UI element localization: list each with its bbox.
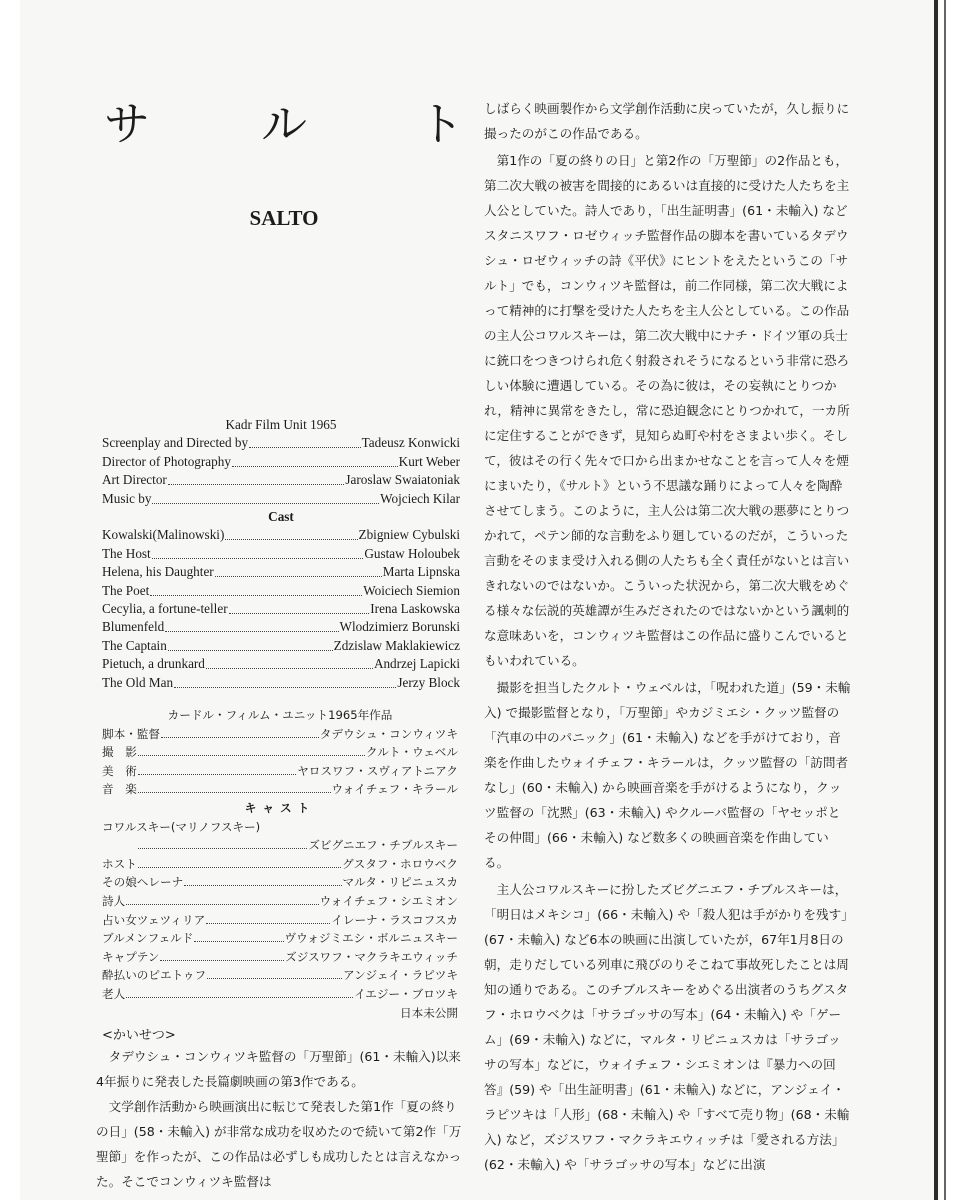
cast-name-jp: ズビグニエフ・チブルスキー — [308, 838, 458, 853]
credit-name-jp: ウォイチェフ・キラール — [331, 782, 458, 797]
cast-row-jp — [102, 892, 458, 911]
cast-row-jp — [102, 873, 458, 892]
credit-role-jp: 脚本・監督 — [102, 726, 160, 741]
cast-role-jp: ブルメンフェルド — [102, 931, 194, 946]
leader-dots — [225, 526, 357, 540]
cast-heading-jp: キャスト — [244, 800, 316, 815]
cast-row-jp — [102, 948, 458, 967]
left-column-text — [96, 1044, 462, 1194]
title-japanese — [104, 88, 464, 154]
cast-role: Pietuch, a drunkard — [102, 656, 205, 672]
leader-dots — [215, 563, 382, 577]
cast-row-jp — [102, 985, 458, 1004]
cast-row — [102, 545, 460, 563]
cast-name: Andrzej Lapicki — [373, 656, 460, 672]
cast-row — [102, 674, 460, 692]
credit-row — [102, 471, 460, 489]
leader-dots — [232, 453, 398, 467]
leader-dots — [174, 674, 396, 688]
credit-role: Art Director — [102, 472, 167, 488]
cast-role-jp: 占い女ツェツィリア — [102, 912, 206, 927]
credit-role-jp: 撮 影 — [102, 745, 137, 760]
cast-row-jp — [102, 836, 458, 855]
cast-heading: Cast — [268, 509, 294, 525]
leader-dots — [138, 855, 341, 868]
cast-role: Helena, his Daughter — [102, 564, 214, 580]
cast-row-jp — [102, 966, 458, 985]
page-edge-inner — [944, 0, 946, 1200]
cast-name: Gustaw Holoubek — [364, 545, 460, 561]
cast-role: The Captain — [102, 637, 167, 653]
leader-dots — [138, 780, 331, 793]
leader-dots — [138, 836, 308, 849]
leader-dots — [160, 948, 284, 961]
cast-row — [102, 637, 460, 655]
title-char: ル — [261, 97, 307, 151]
credit-role: Music by — [102, 490, 152, 506]
cast-role-jp: ホスト — [102, 856, 137, 871]
cast-role: The Old Man — [102, 674, 174, 690]
cast-role: The Poet — [102, 582, 150, 598]
leader-dots — [126, 892, 318, 905]
credit-row — [102, 434, 460, 452]
leader-dots — [138, 743, 365, 756]
leader-dots — [206, 655, 373, 669]
leader-dots — [206, 911, 330, 924]
credit-row-jp — [102, 725, 458, 744]
body-paragraph: 撮影を担当したクルト・ウェベルは，「呪われた道」(59・未輸入) で撮影監督となり，「万聖節」やカジミエシ・クッツ監督の「汽車の中のパニック」(61・未輸入) などを手がけており，音楽を作曲したウォイチェフ・キラールは，クッツ監督の「訪問者なし」(60・未輸入) から映画音楽を手がけるようになり，クッツ監督の「沈黙」(63・未輸入) やクルーバ監督の「ヤセッポとその仲間」(66・未輸入) など数多くの映画音楽を作曲している。 — [484, 680, 851, 870]
cast-name: Zdzislaw Maklakiewicz — [333, 637, 460, 653]
leader-dots — [152, 545, 364, 559]
leader-dots — [150, 582, 362, 596]
title-english: SALTO — [249, 206, 319, 230]
leader-dots — [194, 929, 283, 942]
cast-name-jp: ウォイチェフ・シエミオン — [319, 893, 458, 908]
cast-name-jp: イレーナ・ラスコフスカ — [331, 912, 458, 927]
cast-row — [102, 618, 460, 636]
studio-line: Kadr Film Unit 1965 — [225, 417, 337, 432]
cast-name-jp: アンジェイ・ラピツキ — [343, 968, 458, 983]
cast-name: Jerzy Block — [397, 674, 460, 690]
credit-row-jp — [102, 743, 458, 762]
indent-spacer — [102, 836, 137, 855]
cast-row — [102, 582, 460, 600]
credit-name-jp: タデウシュ・コンウィツキ — [319, 726, 458, 741]
body-paragraph: 文学創作活動から映画演出に転じて発表した第1作「夏の終りの日」(58・未輸入) が非常な成功を収めたので続いて第2作「万聖節」を作ったが、この作品は必ずしも成功したとは言えなかった。そこでコンウィツキ監督は — [96, 1099, 462, 1189]
japanese-credits — [102, 706, 458, 1022]
kaisetsu-heading: <かいせつ> — [102, 1028, 176, 1043]
cast-name: Irena Laskowska — [370, 601, 460, 617]
title-char: サ — [104, 97, 150, 151]
cast-role: Cecylia, a fortune-teller — [102, 601, 228, 617]
cast-name-jp: イエジー・ブロツキ — [354, 986, 458, 1001]
cast-role: The Host — [102, 545, 151, 561]
leader-dots — [126, 985, 353, 998]
credit-role: Director of Photography — [102, 453, 231, 469]
credit-row-jp — [102, 780, 458, 799]
cast-name-jp: ズジスワフ・マクラキエウィッチ — [285, 949, 458, 964]
right-column-text — [484, 96, 852, 1177]
cast-row-jp — [102, 929, 458, 948]
cast-name: Zbigniew Cybulski — [358, 527, 460, 543]
studio-line-jp: カードル・フィルム・ユニット1965年作品 — [167, 708, 393, 722]
credit-name: Tadeusz Konwicki — [361, 435, 460, 451]
credit-row-jp — [102, 762, 458, 781]
credit-row — [102, 453, 460, 471]
cast-role: Kowalski(Malinowski) — [102, 527, 225, 543]
credit-name-jp: ヤロスワフ・スヴィアトニアク — [297, 763, 458, 778]
leader-dots — [184, 873, 341, 886]
cast-row — [102, 563, 460, 581]
credit-name: Wojciech Kilar — [380, 490, 460, 506]
leader-dots — [168, 471, 345, 485]
leader-dots — [229, 600, 370, 614]
leader-dots — [249, 434, 361, 448]
credit-name: Kurt Weber — [398, 453, 460, 469]
cast-row — [102, 526, 460, 544]
cast-name-jp: ヴウォジミエシ・ボルニュスキー — [284, 931, 458, 946]
title-char: ト — [418, 97, 464, 151]
credit-row — [102, 490, 460, 508]
leader-dots — [152, 490, 379, 504]
body-paragraph: タデウシュ・コンウィツキ監督の「万聖節」(61・未輸入)以来4年振りに発表した長篇劇映画の第3作である。 — [96, 1049, 461, 1089]
page-edge — [934, 0, 938, 1200]
leader-dots — [138, 762, 296, 775]
body-paragraph: 主人公コワルスキーに扮したズビグニエフ・チブルスキーは，「明日はメキシコ」(66・未輸入) や「殺人犯は手がかりを残す」(67・未輸入) など6本の映画に出演していたが，67年1月8日の朝，走りだしている列車に飛びのりそこねて事故死したことは周知の通りである。このチブルスキーをめぐる出演者のうちグスタフ・ホロウベクは「サラゴッサの写本」(64・未輸入) や「ゲーム」(69・未輸入) などに，マルタ・リピニュスカは「サラゴッサの写本」などに，ウォイチェフ・シエミオンは『暴力への回答』(59) や「出生証明書」(61・未輸入) などに，アンジェイ・ラピツキは「人形」(68・未輸入) や「すべて売り物」(68・未輸入) など，ズジスワフ・マクラキエウィッチは「愛される方法」(62・未輸入) や「サラゴッサの写本」などに出演 — [484, 882, 850, 1172]
credit-role-jp: 美 術 — [102, 763, 137, 778]
credit-name-jp: クルト・ウェベル — [366, 745, 458, 760]
leader-dots — [161, 725, 319, 738]
cast-first-role-jp: コワルスキー(マリノフスキー) — [102, 819, 261, 834]
cast-role: Blumenfeld — [102, 619, 165, 635]
cast-role-jp: 詩人 — [102, 893, 126, 908]
credit-name: Jaroslaw Swaiatoniak — [345, 472, 460, 488]
cast-role-jp: 酔払いのピエトゥフ — [102, 968, 207, 983]
cast-role-jp: キャプテン — [102, 949, 160, 964]
cast-name-jp: マルタ・リピニュスカ — [342, 875, 458, 890]
leader-dots — [168, 637, 333, 651]
english-credits — [102, 416, 460, 692]
cast-row-jp — [102, 911, 458, 930]
leader-dots — [165, 618, 338, 632]
cast-name: Wlodzimierz Borunski — [339, 619, 460, 635]
body-paragraph: 第1作の「夏の終りの日」と第2作の「万聖節」の2作品とも，第二次大戦の被害を間接的にあるいは直接的に受けた人たちを主人公としていた。詩人であり，「出生証明書」(61・未輸入) などスタニスワフ・ロゼウィッチ監督作品の脚本を書いているタデウシュ・ロゼウィッチの詩《平伏》にヒントをえたというこの「サルト」でも，コンウィツキ監督は，前二作同様，第二次大戦によって精神的に打撃を受けた人たちを主人公としている。この作品の主人公コワルスキーは，第二次大戦中にナチ・ドイツ軍の兵士に銃口をつきつけられ危く射殺されそうになるという非常に恐ろしい体験に遭遇している。その為に彼は，その妄執にとりつかれ，精神に異常をきたし，常に恐迫観念にとりつかれて，一カ所に定住することができず，見知らぬ町や村をさまよい歩く。そして，彼はその行く先々で口から出まかせなことを言って人々を煙にまいたり，《サルト》という不思議な踊りによって人々を陶酔させてしまう。このように，主人公は第二次大戦の悪夢にとりつかれて，ペテン師的な言動をふり廻しているのだが，こういった言動をそのまま受け入れる側の人たちも全く責任がないとは言いきれないのではないか。こういった状況から，第二次大戦をめぐる様々な伝説的英雄譚が生みだされたのではないかという諷刺的な意味あいを，コンウィツキ監督はこの作品に盛りこんでいるともいわれている。 — [484, 153, 850, 668]
credit-role-jp: 音 楽 — [102, 782, 137, 797]
cast-role-jp: 老人 — [102, 986, 126, 1001]
distributor-note: 日本未公開 — [400, 1005, 458, 1020]
cast-row — [102, 655, 460, 673]
body-paragraph: しばらく映画製作から文学創作活動に戻っていたが，久し振りに撮ったのがこの作品である。 — [484, 101, 850, 141]
cast-role-jp: その娘ヘレーナ — [102, 875, 184, 890]
cast-name: Woiciech Siemion — [363, 582, 460, 598]
cast-row-jp — [102, 855, 458, 874]
cast-name-jp: グスタフ・ホロウベク — [342, 856, 458, 871]
credit-role: Screenplay and Directed by — [102, 435, 249, 451]
cast-row — [102, 600, 460, 618]
leader-dots — [207, 966, 342, 979]
cast-name: Marta Lipnska — [382, 564, 460, 580]
